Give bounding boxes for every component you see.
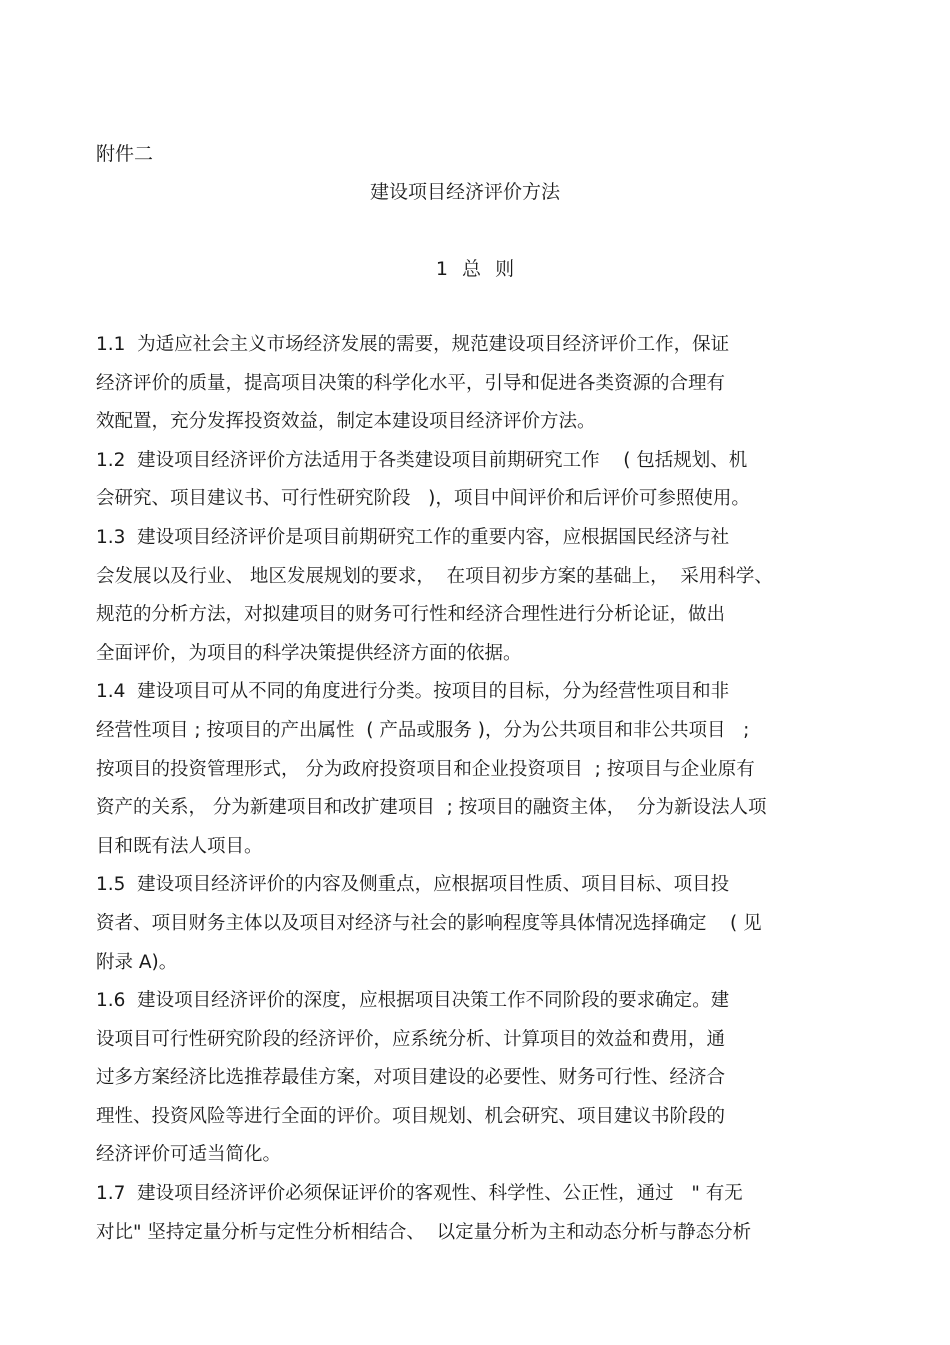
text-line: 1.5 建设项目经济评价的内容及侧重点，应根据项目性质、项目目标、项目投 [96,874,730,896]
text-line: 经济评价的质量，提高项目决策的科学化水平，引导和促进各类资源的合理有 [96,372,726,394]
text-line: 目和既有法人项目。 [96,835,263,857]
text-line: 经济评价可适当简化。 [96,1144,282,1166]
text-line: 效配置，充分发挥投资效益，制定本建设项目经济评价方法。 [96,411,596,433]
text-line: 资者、项目财务主体以及项目对经济与社会的影响程度等具体情况选择确定 ( 见 [96,912,762,934]
text-line: 附录 A)。 [96,951,178,973]
attachment-label: 附件二 [96,143,154,165]
text-line: 设项目可行性研究阶段的经济评价，应系统分析、计算项目的效益和费用，通 [96,1028,726,1050]
text-line: 1.2 建设项目经济评价方法适用于各类建设项目前期研究工作 ( 包括规划、机 [96,449,748,471]
text-line: 全面评价，为项目的科学决策提供经济方面的依据。 [96,642,522,664]
text-line: 按项目的投资管理形式， 分为政府投资项目和企业投资项目 ; 按项目与企业原有 [96,758,755,780]
text-line: 理性、投资风险等进行全面的评价。项目规划、机会研究、项目建议书阶段的 [96,1105,726,1127]
text-line: 会研究、项目建议书、可行性研究阶段 )，项目中间评价和后评价可参照使用。 [96,488,750,510]
document-title: 建设项目经济评价方法 [369,181,560,203]
text-line: 规范的分析方法，对拟建项目的财务可行性和经济合理性进行分析论证，做出 [96,604,726,626]
text-line: 会发展以及行业、 地区发展规划的要求， 在项目初步方案的基础上， 采用科学、 [96,565,773,587]
text-line: 1.1 为适应社会主义市场经济发展的需要，规范建设项目经济评价工作，保证 [96,334,730,355]
text-line: 1.7 建设项目经济评价必须保证评价的客观性、科学性、公正性，通过 " 有无 [96,1183,743,1205]
text-line: 过多方案经济比选推荐最佳方案，对项目建设的必要性、财务可行性、经济合 [96,1067,726,1089]
text-line: 资产的关系， 分为新建项目和改扩建项目 ; 按项目的融资主体， 分为新设法人项 [96,797,767,819]
document-body [96,330,866,1256]
text-line: 1.6 建设项目经济评价的深度，应根据项目决策工作不同阶段的要求确定。建 [96,990,730,1012]
chapter-heading: 1 总 则 [435,258,515,280]
text-line: 对比" 坚持定量分析与定性分析相结合、 以定量分析为主和动态分析与静态分析 [96,1221,752,1243]
text-line: 1.4 建设项目可从不同的角度进行分类。按项目的目标，分为经营性项目和非 [96,681,730,703]
text-line: 经营性项目 ; 按项目的产出属性 ( 产品或服务 )，分为公共项目和非公共项目 ; [96,719,750,741]
text-line: 1.3 建设项目经济评价是项目前期研究工作的重要内容，应根据国民经济与社 [96,526,730,548]
